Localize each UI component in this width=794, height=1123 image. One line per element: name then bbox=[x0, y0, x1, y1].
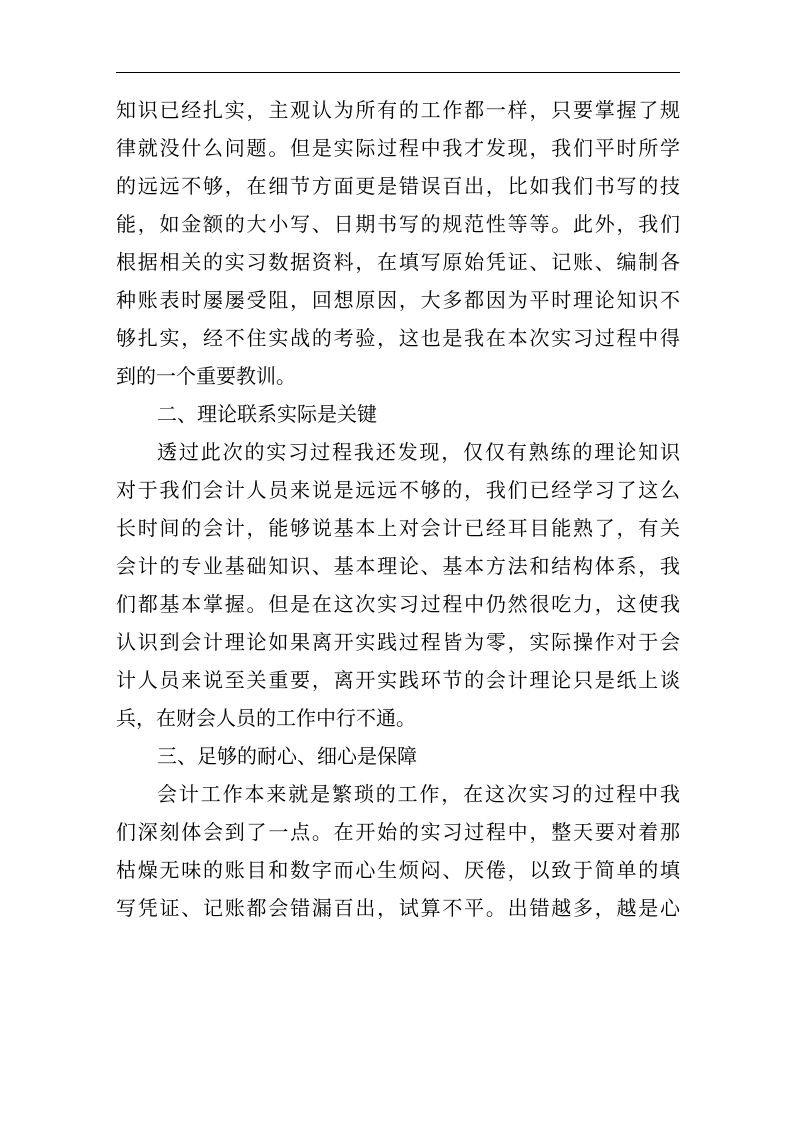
paragraph bbox=[116, 91, 680, 395]
text-line: 们深刻体会到了一点。在开始的实习过程中，整天要对着那 bbox=[116, 820, 680, 844]
text-line: 律就没什么问题。但是实际过程中我才发现，我们平时所学 bbox=[116, 136, 680, 160]
text-line: 长时间的会计，能够说基本上对会计已经耳目能熟了，有关 bbox=[116, 516, 680, 540]
text-line: 写凭证、记账都会错漏百出，试算不平。出错越多，越是心 bbox=[116, 896, 680, 920]
text-line: 能，如金额的大小写、日期书写的规范性等等。此外，我们 bbox=[116, 212, 680, 236]
section-heading: 二、理论联系实际是关键 bbox=[157, 402, 377, 426]
text-line: 对于我们会计人员来说是远远不够的，我们已经学习了这么 bbox=[116, 478, 680, 502]
text-line: 根据相关的实习数据资料，在填写原始凭证、记账、编制各 bbox=[116, 250, 680, 274]
document-body bbox=[116, 91, 680, 927]
text-line: 够扎实，经不住实战的考验，这也是我在本次实习过程中得 bbox=[116, 326, 680, 350]
text-line: 的远远不够，在细节方面更是错误百出，比如我们书写的技 bbox=[116, 174, 680, 198]
text-line: 认识到会计理论如果离开实践过程皆为零，实际操作对于会 bbox=[116, 630, 680, 654]
text-line: 兵，在财会人员的工作中行不通。 bbox=[116, 706, 416, 730]
text-line: 计人员来说至关重要，离开实践环节的会计理论只是纸上谈 bbox=[116, 668, 680, 692]
paragraph bbox=[116, 433, 680, 737]
text-line: 们都基本掌握。但是在这次实习过程中仍然很吃力，这使我 bbox=[116, 592, 680, 616]
text-line: 枯燥无味的账目和数字而心生烦闷、厌倦，以致于简单的填 bbox=[116, 858, 680, 882]
text-line: 会计工作本来就是繁琐的工作，在这次实习的过程中我 bbox=[157, 782, 680, 806]
text-line: 到的一个重要教训。 bbox=[116, 364, 296, 388]
section-heading: 三、足够的耐心、细心是保障 bbox=[157, 744, 417, 768]
text-line: 种账表时屡屡受阻，回想原因，大多都因为平时理论知识不 bbox=[116, 288, 680, 312]
text-line: 会计的专业基础知识、基本理论、基本方法和结构体系，我 bbox=[116, 554, 680, 578]
paragraph bbox=[116, 775, 680, 927]
header-rule bbox=[116, 72, 680, 73]
text-line: 知识已经扎实，主观认为所有的工作都一样，只要掌握了规 bbox=[116, 98, 680, 122]
text-line: 透过此次的实习过程我还发现，仅仅有熟练的理论知识 bbox=[157, 440, 680, 464]
